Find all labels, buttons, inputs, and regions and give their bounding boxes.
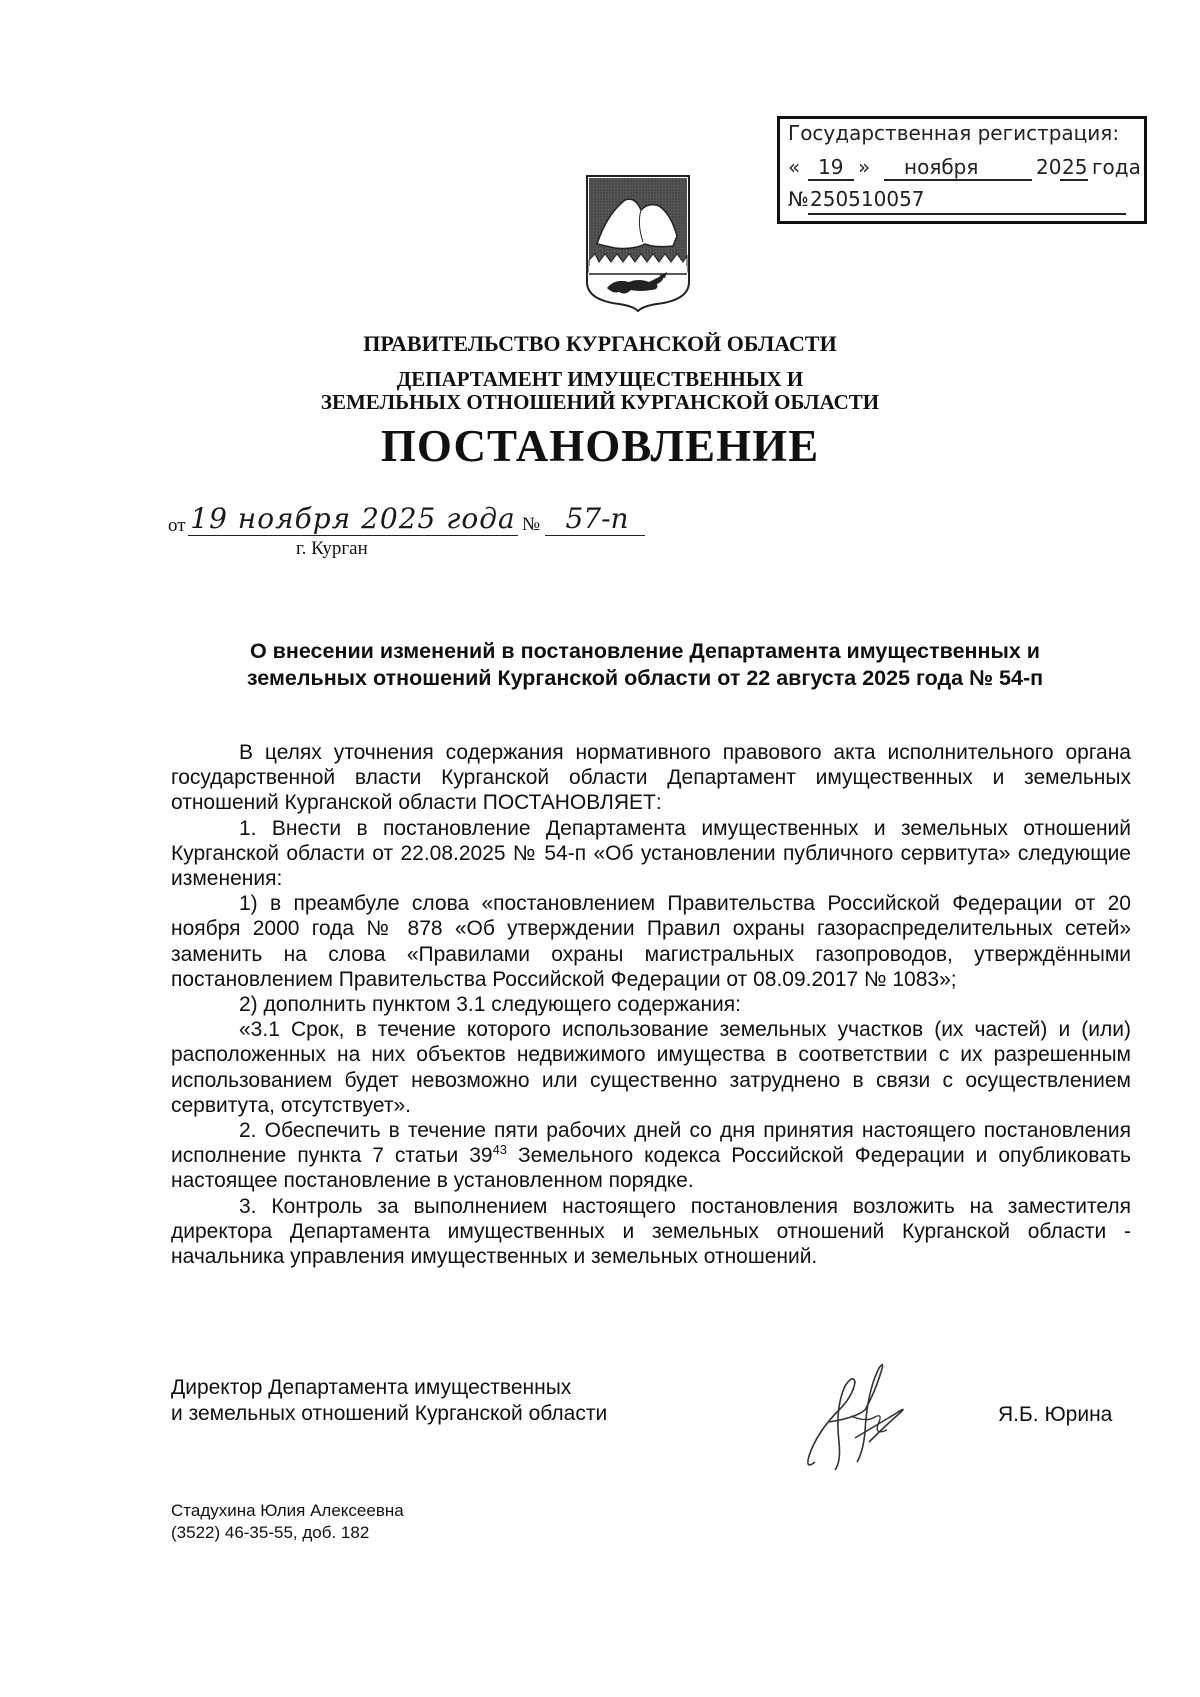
registration-number-underline <box>808 213 1126 215</box>
document-number: 57-п <box>565 502 629 535</box>
registration-number-label: № <box>788 187 809 211</box>
registration-year-word: года <box>1092 155 1141 179</box>
number-label: № <box>522 514 541 535</box>
item-2-text-part1: 2. Обеспечить в течение пяти рабочих дней со дня принятия настоящего постановления исполнение пункта 7 статьи 39 <box>171 1119 1131 1168</box>
contact-name: Стадухина Юлия Алексеевна <box>171 1501 404 1520</box>
subject-line1: О внесении изменений в постановление Департамента имущественных и <box>249 639 1041 663</box>
body-paragraph-item-2 <box>171 1118 1131 1194</box>
registration-year-underline <box>1060 179 1088 181</box>
document-body <box>171 740 1131 1269</box>
registration-year-prefix: 20 <box>1036 155 1062 179</box>
registration-month-underline <box>884 179 1032 181</box>
date-underline <box>188 535 518 536</box>
department-title-line1: ДЕПАРТАМЕНТ ИМУЩЕСТВЕННЫХ И <box>396 367 804 391</box>
contact-phone: (3522) 46-35-55, доб. 182 <box>171 1523 370 1542</box>
body-paragraph-item-3: 3. Контроль за выполнением настоящего постановления возложить на заместителя директора Департамента имущественных и земельных отношений Курганской области - начальника управления имущественных и земельных отношений. <box>171 1194 1131 1269</box>
number-underline <box>545 535 645 536</box>
kurgan-region-coat-of-arms-icon <box>585 174 691 312</box>
registration-year-suffix: 25 <box>1062 155 1088 179</box>
registration-title: Государственная регистрация: <box>788 121 1120 145</box>
article-superscript: 43 <box>492 1142 508 1158</box>
registration-day: 19 <box>818 155 844 179</box>
registration-number: 250510057 <box>810 187 925 211</box>
registration-day-close: » <box>858 155 871 179</box>
city: г. Курган <box>296 538 368 559</box>
subject-line2: земельных отношений Курганской области от 22 августа 2025 года № 54-п <box>246 666 1044 690</box>
handwritten-signature-icon <box>795 1352 925 1482</box>
signer-position-line1: Директор Департамента имущественных <box>171 1376 572 1399</box>
registration-day-open: « <box>788 155 801 179</box>
document-date: 19 ноября 2025 года <box>190 502 516 535</box>
document-type-title: ПОСТАНОВЛЕНИЕ <box>380 421 820 471</box>
registration-day-underline <box>808 179 854 181</box>
document-subject <box>205 638 1085 692</box>
body-paragraph-subitem-1: 1) в преамбуле слова «постановлением Правительства Российской Федерации от 20 ноября 2000 года № 878 «Об утверждении Правил охраны газораспределительных сетей» заменить на слова «Правилами охраны магистральных газопроводов, утверждёнными постановлением Правительства Российской Федерации от 08.09.2017 № 1083»; <box>171 892 1131 991</box>
signer-name: Я.Б. Юрина <box>998 1403 1113 1426</box>
body-paragraph-item-1: 1. Внести в постановление Департамента имущественных и земельных отношений Курганской области от 22.08.2025 № 54-п «Об установлении публичного сервитута» следующие изменения: <box>171 816 1131 891</box>
body-paragraph-preamble: В целях уточнения содержания нормативного правового акта исполнительного органа государственной власти Курганской области Департамент имущественных и земельных отношений Курганской области ПОСТАНОВЛЯЕТ: <box>171 741 1131 815</box>
body-paragraph-quote-3-1: «3.1 Срок, в течение которого использование земельных участков (их частей) и (или) расположенных на них объектов недвижимого имущества в соответствии с их разрешенным использованием будет невозможно или существенно затруднено в связи с осуществлением сервитута, отсутствует». <box>171 1018 1131 1117</box>
registration-month: ноября <box>904 155 979 179</box>
department-title-line2: ЗЕМЕЛЬНЫХ ОТНОШЕНИЙ КУРГАНСКОЙ ОБЛАСТИ <box>320 390 880 414</box>
contact-info <box>171 1500 404 1544</box>
item-2-text-part2: Земельного кодекса Российской Федерации и опубликовать настоящее постановление в установленном порядке. <box>171 1144 1131 1193</box>
signer-position <box>171 1375 607 1427</box>
registration-stamp <box>777 116 1147 224</box>
body-paragraph-subitem-2: 2) дополнить пунктом 3.1 следующего содержания: <box>239 993 741 1017</box>
date-prefix: от <box>168 515 186 536</box>
government-title: ПРАВИТЕЛЬСТВО КУРГАНСКОЙ ОБЛАСТИ <box>363 331 837 356</box>
signer-position-line2: и земельных отношений Курганской области <box>171 1402 608 1425</box>
